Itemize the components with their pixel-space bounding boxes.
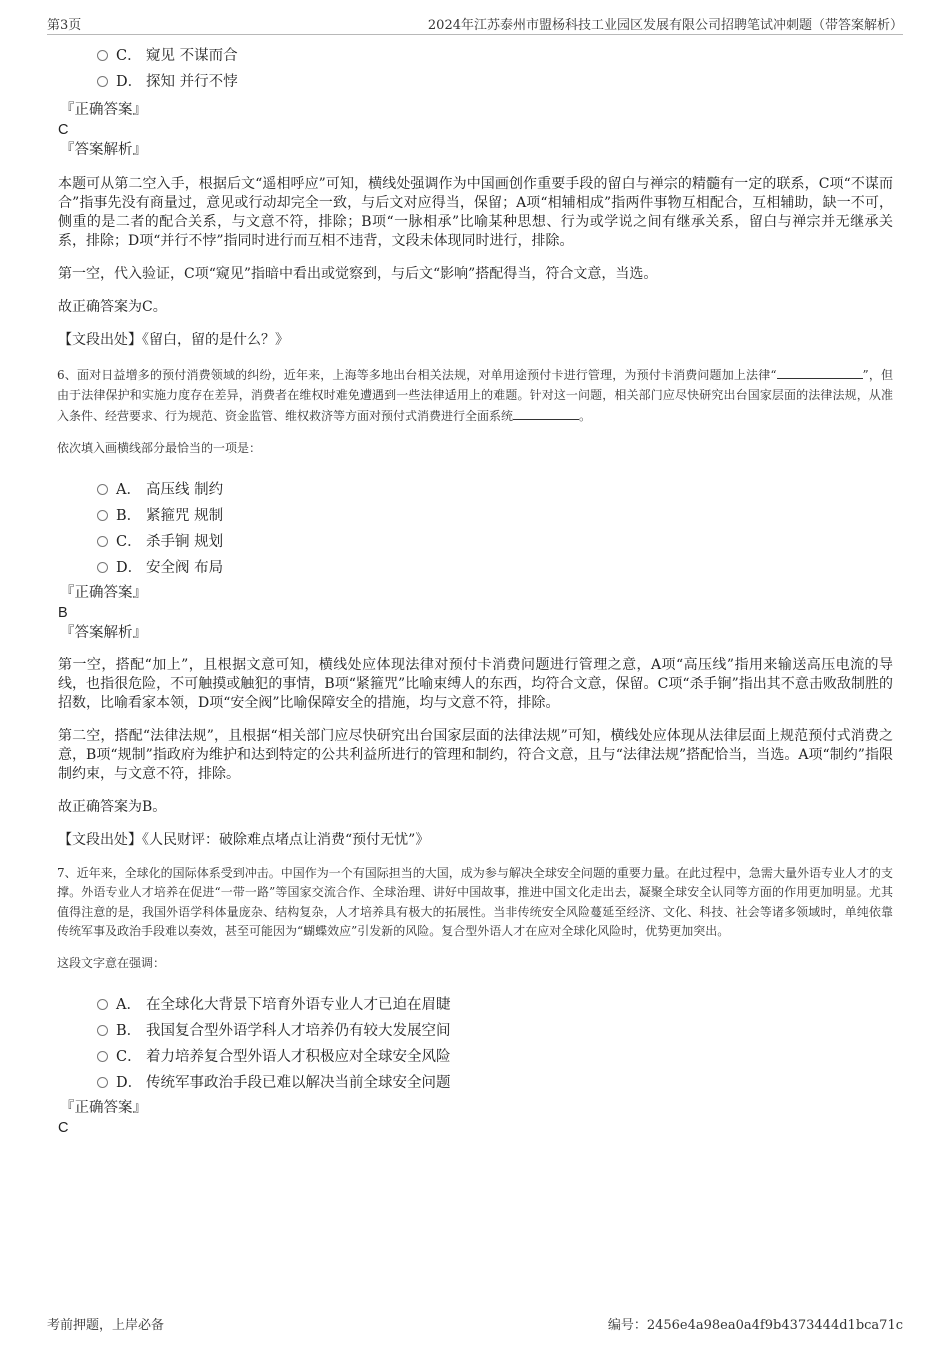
q7-stem: 7、近年来，全球化的国际体系受到冲击。中国作为一个有国际担当的大国，成为参与解决全球安全问题的重要力量。在此过程中，急需大量外语专业人才的支撑。外语专业人才培养在促进“一带一路”等国家交流合作、全球治理、讲好中国故事，推进中国文化走出去，凝聚全球安全认同等方面的作用更加明显。尤其值得注意的是，我国外语学科体量庞杂、结构复杂，人才培养具有极大的拓展性。当非传统安全风险蔓延至经济、文化、科技、社会等诸多领域时，单纯依靠传统军事及政治手段难以奏效，甚至可能因为“蝴蝶效应”引发新的风险。复合型外语人才在应对全球化风险时，优势更加突出。: [57, 865, 893, 938]
q5-option-d[interactable]: D． 探知 并行不悖: [97, 69, 893, 95]
page-content: [57, 40, 893, 1138]
q5-answer: C: [58, 122, 69, 138]
q7-option-a[interactable]: A． 在全球化大背景下培育外语专业人才已迫在眉睫: [97, 992, 893, 1018]
blank-line: [777, 364, 863, 379]
radio-icon[interactable]: [97, 510, 108, 521]
q5-answer-label: 『正确答案』: [60, 102, 147, 118]
q6-option-b[interactable]: B． 紧箍咒 规制: [97, 503, 893, 529]
q6-answer-label: 『正确答案』: [60, 584, 147, 601]
q7-option-d[interactable]: D． 传统军事政治手段已难以解决当前全球安全问题: [97, 1070, 893, 1096]
q7-option-c[interactable]: C． 着力培养复合型外语人才积极应对全球安全风险: [97, 1044, 893, 1070]
radio-icon[interactable]: [97, 536, 108, 547]
radio-icon[interactable]: [97, 562, 108, 573]
q6-source: 【文段出处】《人民财评：破除难点堵点让消费“预付无忧”》: [58, 831, 430, 848]
document-code: 编号：2456e4a98ea0a4f9b4373444d1bca71c: [607, 1318, 903, 1333]
radio-icon[interactable]: [97, 76, 108, 87]
q7-answer-label: 『正确答案』: [60, 1099, 147, 1116]
radio-icon[interactable]: [97, 50, 108, 61]
q7-answer: C: [58, 1119, 69, 1136]
radio-icon[interactable]: [97, 999, 108, 1010]
radio-icon[interactable]: [97, 484, 108, 495]
q6-answer: B: [58, 604, 68, 621]
q5-analysis-para: 第一空，代入验证，C项“窥见”指暗中看出或觉察到，与后文“影响”搭配得当，符合文意，当选。: [58, 266, 658, 282]
blank-line: [513, 405, 579, 420]
radio-icon[interactable]: [97, 1077, 108, 1088]
q6-analysis-para: 故正确答案为B。: [58, 798, 167, 815]
q6-analysis-para: 第一空，搭配“加上”，且根据文意可知，横线处应体现法律对预付卡消费问题进行管理之意，A项“高压线”指用来输送高压电流的导线，也指很危险，不可触摸或触犯的事情，B项“紧箍咒”比喻束缚人的东西，均符合文意，保留。C项“杀手锏”指出其不意击败敌制胜的招数，比喻看家本领，D项“安全阀”比喻保障安全的措施，均与文意不符，排除。: [58, 656, 893, 711]
q6-instruction: 依次填入画横线部分最恰当的一项是：: [57, 440, 262, 455]
q5-analysis-para: 故正确答案为C。: [58, 299, 167, 315]
q6-options: [97, 477, 893, 581]
q6-analysis-para: 第二空，搭配“法律法规”，且根据“相关部门应尽快研究出台国家层面的法律法规”可知，横线处应体现从法律层面上规范预付式消费之意，B项“规制”指政府为维护和达到特定的公共利益所进行的管理和制约，符合文意，且与“法律法规”搭配恰当，当选。A项“制约”指限制约束，与文意不符，排除。: [58, 727, 893, 782]
q6-stem: 6、面对日益增多的预付消费领域的纠纷，近年来，上海等多地出台相关法规，对单用途预付卡进行管理，为预付卡消费问题加上法律“ ”，但由于法律保护和实施力度存在差异，消费者在维权时难免遭遇到一些法律适用上的难题。针对这一问题，相关部门应尽快研究出台国家层面的法律法规，从准入条件、经营要求、行为规范、资金监管、维权救济等方面对预付式消费进行全面系统 。: [57, 364, 893, 427]
q5-options: [97, 43, 893, 95]
footer-slogan: 考前押题，上岸必备: [47, 1318, 165, 1333]
q6-option-a[interactable]: A． 高压线 制约: [97, 477, 893, 503]
page-header: [47, 14, 903, 35]
radio-icon[interactable]: [97, 1051, 108, 1062]
q5-option-c[interactable]: C． 窥见 不谋而合: [97, 43, 893, 69]
q6-analysis-label: 『答案解析』: [60, 624, 147, 641]
q7-instruction: 这段文字意在强调：: [57, 955, 166, 970]
q7-options: [97, 992, 893, 1096]
radio-icon[interactable]: [97, 1025, 108, 1036]
document-title: 2024年江苏泰州市盟杨科技工业园区发展有限公司招聘笔试冲刺题（带答案解析）: [427, 18, 903, 33]
q6-option-d[interactable]: D． 安全阀 布局: [97, 555, 893, 581]
q7-option-b[interactable]: B． 我国复合型外语学科人才培养仍有较大发展空间: [97, 1018, 893, 1044]
q5-source: 【文段出处】《留白，留的是什么？》: [58, 332, 289, 348]
q5-analysis-para: 本题可从第二空入手，根据后文“遥相呼应”可知，横线处强调作为中国画创作重要手段的留白与禅宗的精髓有一定的联系，C项“不谋而合”指事先没有商量过，意见或行动却完全一致，与后文对应得当，保留；A项“相辅相成”指两件事物互相配合，互相辅助，缺一不可，侧重的是二者的配合关系，与文意不符，排除；B项“一脉相承”比喻某种思想、行为或学说之间有继承关系，留白与禅宗并无继承关系，排除；D项“并行不悖”指同时进行而互相不违背，文段未体现同时进行，排除。: [58, 176, 893, 249]
q6-option-c[interactable]: C． 杀手锏 规划: [97, 529, 893, 555]
q5-analysis-label: 『答案解析』: [60, 142, 147, 158]
page-number: 第3页: [47, 18, 82, 33]
